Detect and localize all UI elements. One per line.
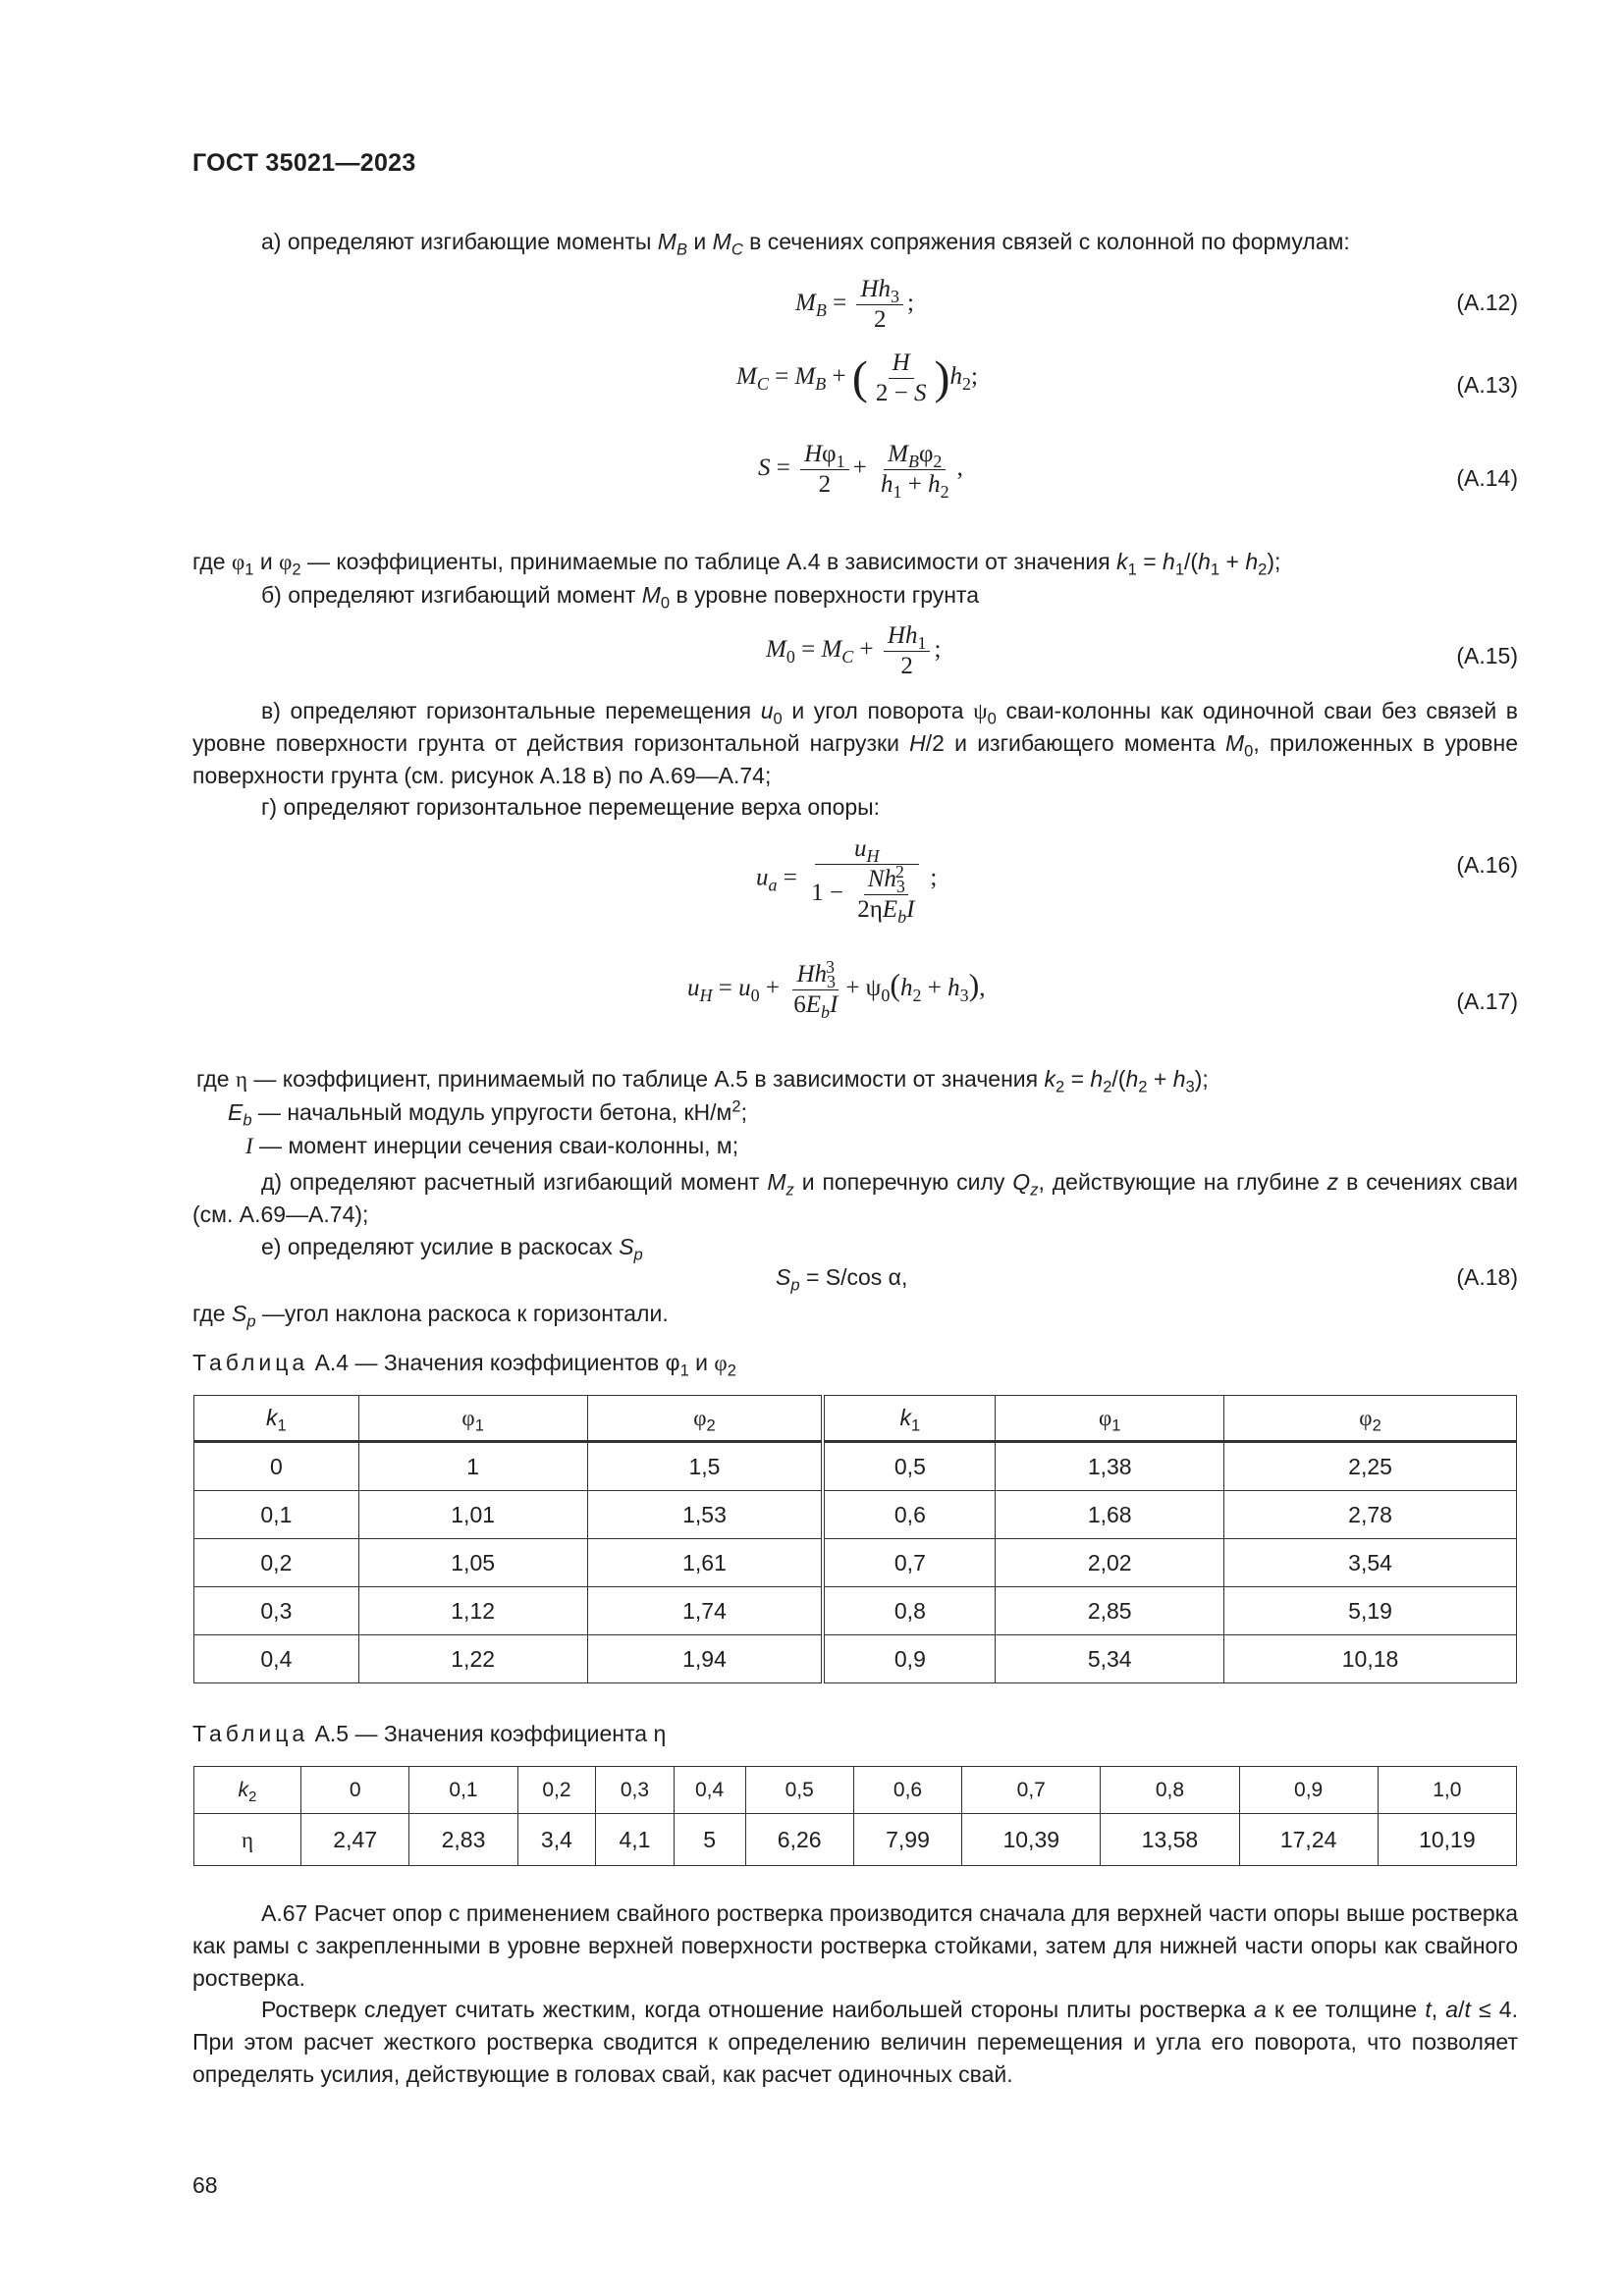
formula-a12: $M_B$ = $\frac{Hh_3}{2}$ ; [795, 276, 914, 333]
table-cell: 0,9 [1239, 1767, 1378, 1814]
table-cell: 2,02 [996, 1539, 1224, 1587]
table-row [194, 1442, 1517, 1491]
table-cell: 0,1 [409, 1767, 517, 1814]
table-cell: 0,3 [194, 1587, 359, 1635]
table-cell: 1,74 [587, 1587, 823, 1635]
where-eta: где η — коэффициент, принимаемый по таблице А.5 в зависимости от значения $k_2 = h_2/(h_2 + h_3)$; [196, 1066, 1209, 1096]
table-cell: 0,2 [517, 1767, 596, 1814]
paragraph-g: г) определяют горизонтальное перемещение верха опоры: [261, 794, 881, 820]
table-cell: 1,22 [358, 1635, 587, 1683]
table-cell: 1,38 [996, 1442, 1224, 1491]
table-cell: 5 [674, 1814, 745, 1866]
table-cell: 5,34 [996, 1635, 1224, 1683]
table-cell: 2,78 [1224, 1491, 1517, 1539]
table-header-cell: η [194, 1814, 301, 1866]
table-cell: 0 [194, 1442, 359, 1491]
equation-number: (А.14) [1456, 465, 1518, 491]
table-row [194, 1491, 1517, 1539]
table-row [194, 1635, 1517, 1683]
table-header-cell: $\varphi_1$ [996, 1396, 1224, 1442]
formula-a13: $M_C = M_B$ + ( $\frac{H}{2 - S}$ )$h_2$; [736, 349, 978, 406]
table-cell: 0,6 [823, 1491, 995, 1539]
table-cell: 0,9 [823, 1635, 995, 1683]
formula-a14: S = $\frac{H\varphi_1}{2}$ + $\frac{M_B\varphi_2}{h_1 + h_2}$ , [758, 441, 963, 502]
table-cell: 6,26 [745, 1814, 853, 1866]
formula-a16: $u_a$ = $u_H$ 1 − $\frac{Nh_3^2}{2\eta E_bI}$ ; [756, 835, 938, 927]
table-cell: 0,4 [674, 1767, 745, 1814]
table-header-row [194, 1396, 1517, 1442]
table-cell: 2,83 [409, 1814, 517, 1866]
table-cell: 0,6 [853, 1767, 961, 1814]
table-cell: 1,61 [587, 1539, 823, 1587]
table-cell: 3,4 [517, 1814, 596, 1866]
table-row [194, 1814, 1517, 1866]
table-row [194, 1587, 1517, 1635]
table-cell: 5,19 [1224, 1587, 1517, 1635]
equation-number: (А.16) [1456, 852, 1518, 878]
page-number: 68 [192, 2172, 218, 2198]
table-a4 [193, 1395, 1517, 1683]
table-cell: 1,94 [587, 1635, 823, 1683]
table-cell: 0,2 [194, 1539, 359, 1587]
table-cell: 1,12 [358, 1587, 587, 1635]
table-cell: 1,68 [996, 1491, 1224, 1539]
table-header-cell: $k_1$ [194, 1396, 359, 1442]
equation-number: (А.18) [1456, 1264, 1518, 1290]
table-header-cell: $\varphi_2$ [587, 1396, 823, 1442]
paragraph-a67: А.67 Расчет опор с применением свайного ростверка производится сначала для верхней части опоры выше ростверка как рамы с закрепленными в уровне верхней поверхности ростверка стойками, затем для нижней части опоры как свайного ростверка. [192, 1900, 1518, 1991]
table-cell: 0,4 [194, 1635, 359, 1683]
formula-a15: $M_0 = M_C$ + $\frac{Hh_1}{2}$ ; [766, 622, 942, 679]
where-eb: $E_b$ — начальный модуль упругости бетона, $кН/м^2$; [228, 1096, 747, 1130]
table-header-cell: $\varphi_2$ [1224, 1396, 1517, 1442]
table-cell: 3,54 [1224, 1539, 1517, 1587]
table-cell: 0,5 [823, 1442, 995, 1491]
table-row [194, 1767, 1517, 1814]
table-row [194, 1539, 1517, 1587]
table-cell: 0,8 [823, 1587, 995, 1635]
equation-number: (А.17) [1456, 988, 1518, 1014]
table-cell: 0,5 [745, 1767, 853, 1814]
table-cell: 1,05 [358, 1539, 587, 1587]
paragraph-rostverk: Ростверк следует считать жестким, когда отношение наибольшей стороны плиты ростверка a к ее толщине t, a/t ≤ 4. При этом расчет жесткого ростверка сводится к определению величин перемещения и угла его поворота, что позволяет определять усилия, действующие в головах свай, как расчет одиночных свай. [192, 1997, 1518, 2087]
table-cell: 7,99 [853, 1814, 961, 1866]
table-cell: 0,7 [823, 1539, 995, 1587]
table-header-cell: $\varphi_1$ [358, 1396, 587, 1442]
table-cell: 10,39 [962, 1814, 1101, 1866]
table-cell: 2,25 [1224, 1442, 1517, 1491]
table-a4-caption: Таблица А.4 — Значения коэффициентов $\varphi_1$ и $\varphi_2$ [192, 1350, 736, 1380]
table-cell: 1,0 [1378, 1767, 1516, 1814]
paragraph-e: е) определяют усилие в раскосах $S_p$ [261, 1234, 643, 1264]
table-cell: 10,19 [1378, 1814, 1516, 1866]
table-cell: 2,85 [996, 1587, 1224, 1635]
table-cell: 17,24 [1239, 1814, 1378, 1866]
where-sp: где $S_p$ —угол наклона раскоса к горизонтали. [192, 1301, 669, 1331]
table-cell: 1,01 [358, 1491, 587, 1539]
table-cell: 0,8 [1101, 1767, 1239, 1814]
table-a5 [193, 1766, 1517, 1866]
table-cell: 10,18 [1224, 1635, 1517, 1683]
formula-a18: $S_p = S/\cos$ α, [776, 1264, 908, 1295]
table-cell: 4,1 [596, 1814, 675, 1866]
table-header-cell: $k_2$ [194, 1767, 301, 1814]
paragraph-a: а) определяют изгибающие моменты $M_B$ и $M_C$ в сечениях сопряжения связей с колонной по формулам: [261, 229, 1350, 259]
table-a5-caption: Таблица А.5 — Значения коэффициента η [192, 1721, 667, 1746]
table-cell: 0,7 [962, 1767, 1101, 1814]
table-cell: 2,47 [301, 1814, 409, 1866]
where-phi: где $\varphi_1$ и $\varphi_2$ — коэффициенты, принимаемые по таблице А.4 в зависимости от значения $k_1 = h_1/(h_1 + h_2)$; [192, 549, 1281, 579]
table-cell: 0,1 [194, 1491, 359, 1539]
equation-number: (А.15) [1456, 643, 1518, 668]
where-i: I — момент инерции сечения сваи-колонны, м; [245, 1133, 739, 1158]
formula-a17: $u_H = u_0$ + $\frac{Hh_3^3}{6E_bI}$ + $\psi_0(h_2 + h_3)$, [687, 956, 986, 1022]
table-cell: 1,53 [587, 1491, 823, 1539]
equation-number: (А.12) [1456, 290, 1518, 315]
table-cell: 0 [301, 1767, 409, 1814]
paragraph-b: б) определяют изгибающий момент $M_0$ в уровне поверхности грунта [261, 582, 979, 613]
table-cell: 1 [358, 1442, 587, 1491]
paragraph-d: д) определяют расчетный изгибающий момент $M_z$ и поперечную силу $Q_z$, действующие на глубине z в сечениях сваи (см. А.69—А.74); [192, 1169, 1519, 1227]
table-cell: 13,58 [1101, 1814, 1239, 1866]
document-header: ГОСТ 35021—2023 [192, 149, 416, 177]
table-cell: 0,3 [596, 1767, 675, 1814]
table-header-cell: $k_1$ [823, 1396, 995, 1442]
paragraph-v: в) определяют горизонтальные перемещения $u_0$ и угол поворота $\psi_0$ сваи-колонны как одиночной сваи без связей в уровне поверхности грунта от действия горизонтальной нагрузки H/2 и изгибающего момента $M_0$, приложенных в уровне поверхности грунта (см. рисунок А.18 в) по А.69—А.74; [192, 698, 1519, 788]
table-cell: 1,5 [587, 1442, 823, 1491]
equation-number: (А.13) [1456, 372, 1518, 398]
